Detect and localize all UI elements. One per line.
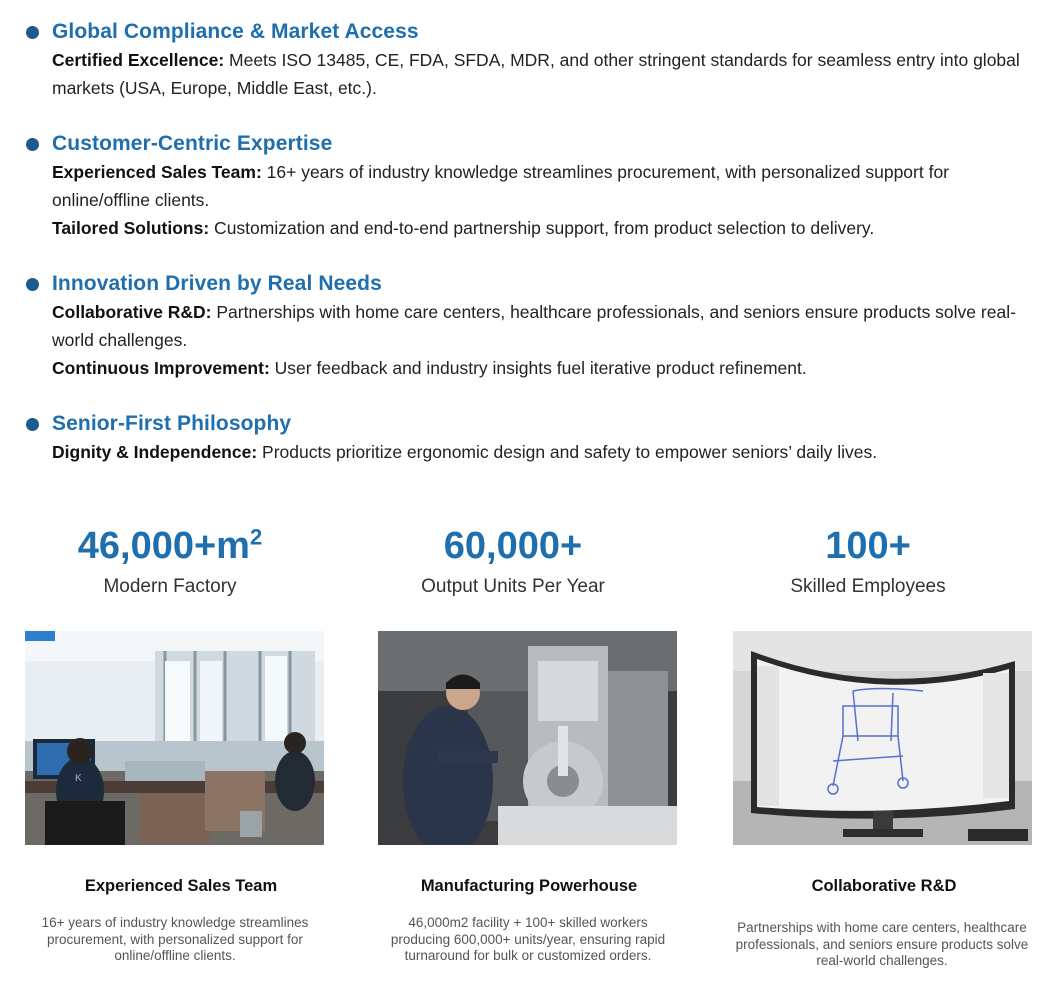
paragraph-text: User feedback and industry insights fuel iterative product refinement. [269, 358, 807, 378]
paragraph-text: Partnerships with home care centers, healthcare professionals, and seniors ensure products solve real-world challenges. [52, 302, 1016, 350]
section-innovation [26, 270, 1036, 382]
section-title: Global Compliance & Market Access [52, 20, 419, 43]
stat-label: Output Units Per Year [421, 576, 605, 597]
card-title-sales: Experienced Sales Team [84, 877, 278, 895]
cad-photo [733, 631, 1032, 845]
bullet-icon [26, 26, 39, 39]
section-title: Customer-Centric Expertise [52, 132, 333, 155]
section-title: Senior-First Philosophy [52, 412, 292, 435]
paragraph-label: Tailored Solutions: [52, 218, 210, 238]
paragraph-label: Dignity & Independence: [52, 442, 258, 462]
section-title: Innovation Driven by Real Needs [52, 272, 382, 295]
paragraph-text: Products prioritize ergonomic design and safety to empower seniors’ daily lives. [257, 442, 878, 462]
section-compliance [26, 18, 1036, 102]
paragraph [52, 298, 1036, 354]
card-desc-manufacturing: 46,000m2 facility + 100+ skilled workers producing 600,000+ units/year, ensuring rapid turnaround for bulk or customized orders. [390, 915, 666, 963]
paragraph-label: Continuous Improvement: [52, 358, 270, 378]
paragraph-text: Customization and end-to-end partnership support, from product selection to delivery. [209, 218, 875, 238]
paragraph-text: Meets ISO 13485, CE, FDA, SFDA, MDR, and other stringent standards for seamless entry into global markets (USA, Europe, Middle East, etc.). [52, 50, 1020, 98]
bullet-icon [26, 418, 39, 431]
stat-employees [698, 522, 1038, 602]
paragraph-label: Certified Excellence: [52, 50, 225, 70]
factory-photo [378, 631, 677, 845]
section-customer [26, 130, 1036, 242]
stat-factory [0, 522, 340, 602]
card-desc-sales: 16+ years of industry knowledge streamlines procurement, with personalized support for online/offline clients. [41, 915, 309, 963]
card-desc-rnd: Partnerships with home care centers, healthcare professionals, and seniors ensure products solve real-world challenges. [735, 920, 1029, 968]
paragraph-text: 16+ years of industry knowledge streamlines procurement, with personalized support for online/offline clients. [52, 162, 950, 210]
card-title-rnd: Collaborative R&D [811, 877, 957, 895]
paragraph-label: Collaborative R&D: [52, 302, 212, 322]
paragraph [52, 46, 1036, 102]
stat-output [343, 522, 683, 602]
paragraph [52, 158, 1036, 214]
stat-value: $46,000+m^2$ [77, 524, 263, 567]
paragraph [52, 438, 1036, 466]
paragraph-label: Experienced Sales Team: [52, 162, 262, 182]
stat-label: Skilled Employees [790, 576, 946, 597]
logo-text: K [75, 773, 82, 784]
card-title-manufacturing: Manufacturing Powerhouse [420, 877, 638, 895]
bullet-icon [26, 278, 39, 291]
stat-value: 60,000+ [443, 525, 583, 567]
stat-label: Modern Factory [103, 576, 237, 597]
section-senior [26, 410, 1036, 466]
stat-value: 100+ [825, 525, 911, 567]
paragraph [52, 354, 1036, 382]
office-photo [25, 631, 324, 845]
paragraph [52, 214, 1036, 242]
bullet-icon [26, 138, 39, 151]
